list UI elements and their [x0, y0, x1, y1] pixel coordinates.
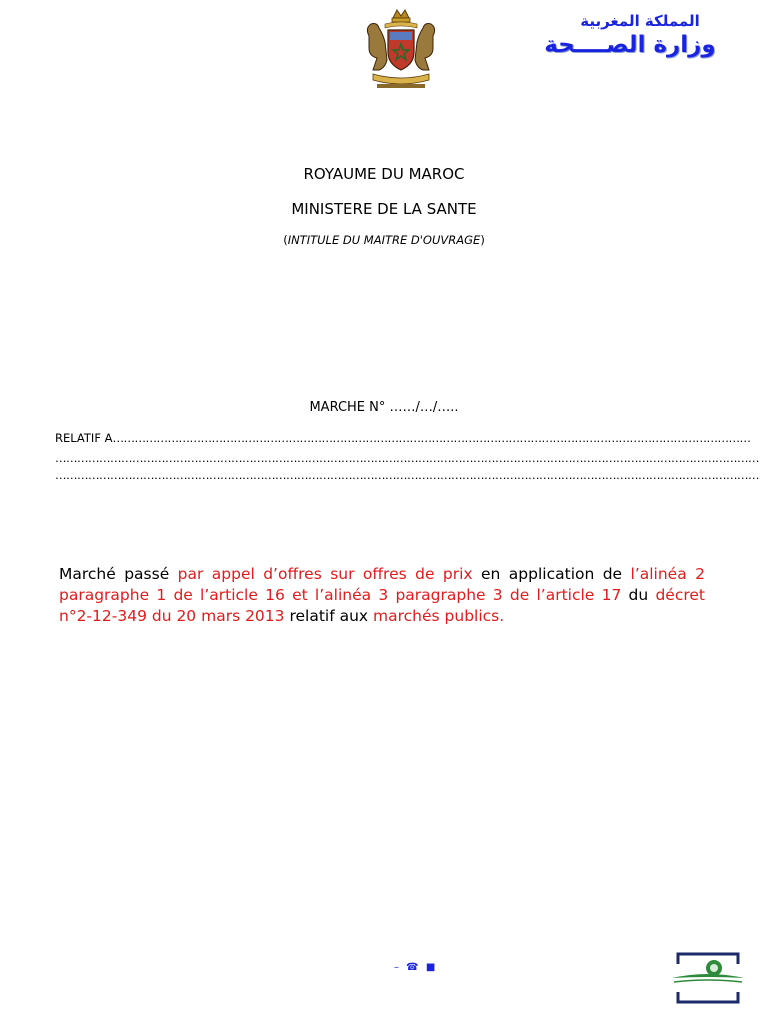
arabic-kingdom-title: المملكة المغربية [580, 12, 700, 30]
para-public-markets: marchés publics. [373, 607, 505, 625]
maitre-ouvrage-line [0, 233, 768, 247]
paren-open: ( [283, 233, 288, 247]
relatif-line-2 [55, 451, 759, 465]
para-part-5: du [621, 586, 656, 604]
procurement-paragraph [59, 564, 705, 627]
relatif-dots-2: ………………………………………………………………………………………………………………………………………………………………………… [55, 451, 759, 465]
arabic-ministry-title: وزارة الصــــحة [544, 32, 716, 58]
coat-of-arms-icon [355, 8, 447, 94]
page-footer-mark: – ☎ ■ [394, 962, 438, 973]
paren-close: ) [480, 233, 485, 247]
ministry-logo-icon [670, 950, 746, 1006]
kingdom-title: ROYAUME DU MAROC [303, 165, 465, 183]
relatif-line-1 [55, 431, 751, 445]
para-articles: l’alinéa 2 paragraphe 1 de l’article 16 et l’alinéa 3 paragraphe 3 de l’article 17 [59, 565, 705, 604]
para-part-7: relatif aux [284, 607, 374, 625]
para-procedure: par appel d’offres sur offres de prix [177, 565, 473, 583]
relatif-line-3 [55, 468, 759, 482]
maitre-ouvrage-label: INTITULE DU MAITRE D'OUVRAGE [287, 233, 481, 247]
marche-number: MARCHE N° ……/…/….. [309, 400, 459, 415]
relatif-label: RELATIF A [55, 431, 113, 445]
ministry-title: MINISTERE DE LA SANTE [291, 200, 477, 218]
relatif-dots-3: ………………………………………………………………………………………………………………………………………………………………………… [55, 468, 759, 482]
para-part-3: en application de [472, 565, 631, 583]
relatif-dots-1: ………………………………………………………………………………………………………………………………………………………… [112, 431, 751, 445]
para-decree: décret n°2-12-349 du 20 mars 2013 [59, 586, 705, 625]
para-part-1: Marché passé [59, 565, 178, 583]
